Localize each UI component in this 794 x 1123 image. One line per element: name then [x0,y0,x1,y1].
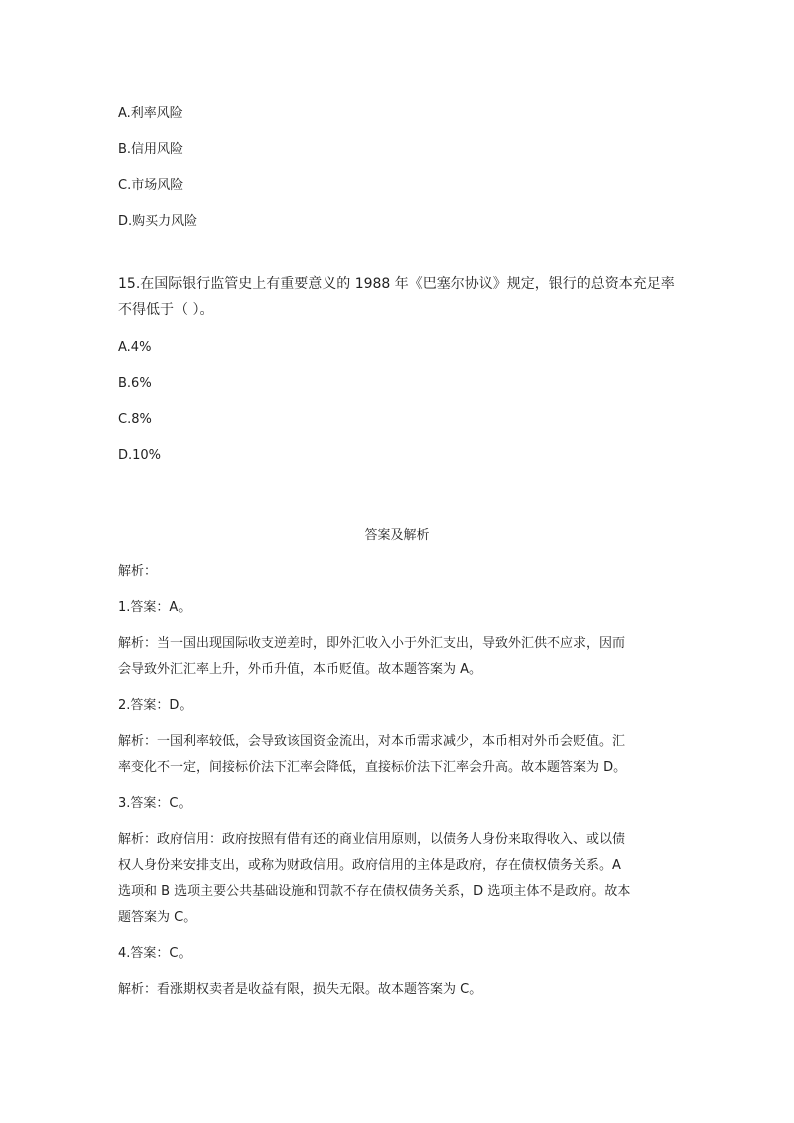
answer-2: 2.答案：D。 [118,698,193,713]
analysis-2-line-2: 率变化不一定，间接标价法下汇率会降低，直接标价法下汇率会升高。故本题答案为 D。 [118,760,627,775]
answer-3: 3.答案：C。 [118,796,192,811]
question-15-line-2: 不得低于（ ）。 [118,302,214,318]
q15-option-d: D.10% [118,448,162,463]
answer-4: 4.答案：C。 [118,946,192,961]
analysis-1-line-2: 会导致外汇汇率上升，外币升值，本币贬值。故本题答案为 A。 [118,662,483,677]
analysis-4-line-1: 解析：看涨期权卖者是收益有限，损失无限。故本题答案为 C。 [118,982,483,997]
q15-option-c: C.8% [118,412,152,427]
analysis-2-line-1: 解析：一国利率较低，会导致该国资金流出，对本币需求减少，本币相对外币会贬值。汇 [118,734,626,749]
question-15-line-1: 15.在国际银行监管史上有重要意义的 1988 年《巴塞尔协议》规定，银行的总资本充足率 [118,276,675,292]
q15-option-b: B.6% [118,376,152,391]
answer-1: 1.答案：A。 [118,600,192,615]
answers-heading: 答案及解析 [364,528,430,543]
analysis-3-line-3: 选项和 B 选项主要公共基础设施和罚款不存在债权债务关系，D 选项主体不是政府。故本 [118,884,631,899]
analysis-1-line-1: 解析：当一国出现国际收支逆差时，即外汇收入小于外汇支出，导致外汇供不应求，因而 [118,636,626,651]
analysis-3-line-2: 权人身份来安排支出，或称为财政信用。政府信用的主体是政府，存在债权债务关系。A [118,858,621,873]
q15-option-a: A.4% [118,340,152,355]
analysis-label: 解析： [118,564,158,579]
option-d-purchasing-power-risk: D.购买力风险 [118,214,198,229]
analysis-3-line-4: 题答案为 C。 [118,910,197,925]
analysis-3-line-1: 解析：政府信用：政府按照有借有还的商业信用原则，以债务人身份来取得收入、或以债 [118,832,626,847]
option-b-credit-risk: B.信用风险 [118,142,184,157]
option-c-market-risk: C.市场风险 [118,178,184,193]
option-a-interest-rate-risk: A.利率风险 [118,106,183,121]
